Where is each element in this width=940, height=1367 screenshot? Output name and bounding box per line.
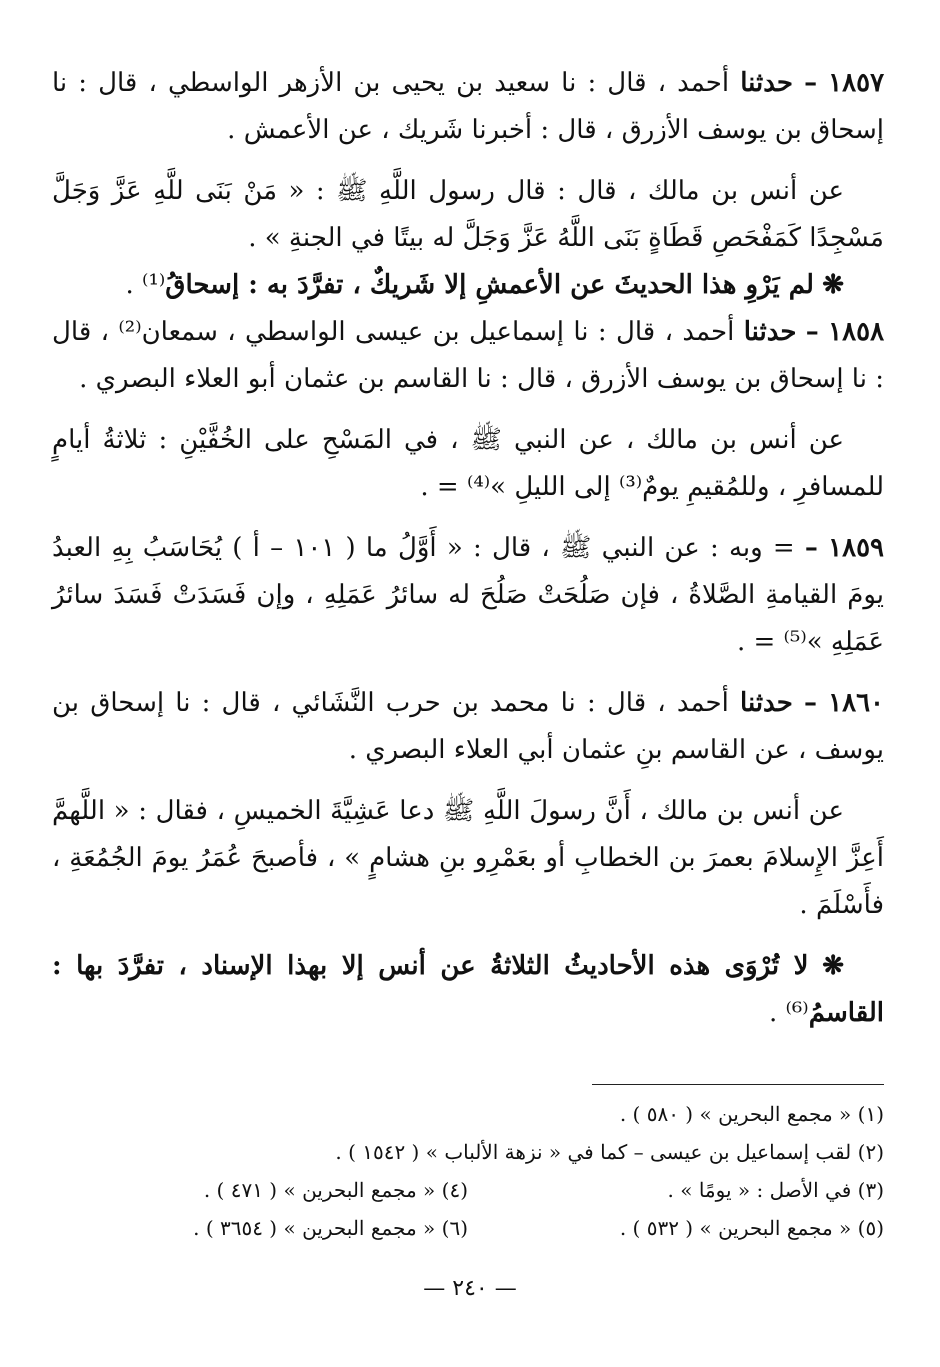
footnote-3: (٣) في الأصل : « يومًا » . xyxy=(667,1178,884,1202)
hadith-1857-isnad xyxy=(52,60,884,154)
hadith-number: ١٨٥٧ xyxy=(828,68,885,98)
star-icon: ❋ xyxy=(822,270,844,300)
footnote-4: (٤) « مجمع البحرين » ( ٤٧١ ) . xyxy=(203,1178,468,1202)
remark-text: لا تُرْوَى هذه الأحاديثُ الثلاثةُ عن أنس إلا بهذا الإسناد ، تفرَّدَ بها : القاسمُ xyxy=(52,951,884,1028)
footnotes xyxy=(52,1076,884,1247)
dash-separator: – xyxy=(804,68,818,98)
hadith-number: ١٨٥٩ xyxy=(828,533,885,563)
hadith-1858-isnad xyxy=(52,309,884,403)
hadith-text: = وبه : عن النبي ﷺ ، قال : « أَوَّلُ ما ( ١٠١ – أ ) يُحَاسَبُ بِهِ العبدُ يومَ القيامةِ الصَّلاةُ ، فإن صَلُحَتْ صَلُحَ له سائرُ عَمَلِهِ ، وإن فَسَدَتْ فَسَدَ سائرُ عَمَلِهِ »⁽⁵⁾ = . xyxy=(52,533,884,657)
isnad-text: أحمد ، قال : نا سعيد بن يحيى بن الأزهر الواسطي ، قال : نا إسحاق بن يوسف الأزرق ، قال : أخبرنا شَريك ، عن الأعمش . xyxy=(52,68,884,145)
narration-lead: حدثنا xyxy=(743,317,797,347)
dash-separator: – xyxy=(803,688,817,718)
dash-separator: – xyxy=(804,533,818,563)
narration-lead: حدثنا xyxy=(740,688,793,718)
isnad-text: أحمد ، قال : نا محمد بن حرب النَّشَائي ، قال : نا إسحاق بن يوسف ، عن القاسم بنِ عثمان أبي العلاء البصري . xyxy=(52,688,884,765)
remark-1857 xyxy=(52,262,884,309)
footnote-row xyxy=(52,1095,884,1133)
star-icon: ❋ xyxy=(822,951,845,981)
hadith-1860-isnad xyxy=(52,680,884,774)
hadith-1857-matn: عن أنس بن مالك ، قال : قال رسول اللَّهِ ﷺ : « مَنْ بَنَى للَّهِ عَزَّ وَجَلَّ مَسْجِدًا كَمَفْحَصِ قَطَاةٍ بَنَى اللَّهُ عَزَّ وَجَلَّ له بيتًا في الجنةِ » . xyxy=(52,176,884,253)
main-text xyxy=(52,60,884,1037)
hadith-1859 xyxy=(52,525,884,666)
narration-lead: حدثنا xyxy=(740,68,793,98)
hadith-number: ١٨٦٠ xyxy=(828,688,885,718)
remark-text: لم يَرْوِ هذا الحديثَ عن الأعمشِ إلا شَريكٌ ، تفرَّدَ به : إسحاقُ xyxy=(165,270,814,300)
hadith-number: ١٨٥٨ xyxy=(828,317,885,347)
footnote-row xyxy=(52,1171,884,1209)
dash-separator: – xyxy=(805,317,819,347)
footnote-row xyxy=(52,1209,884,1247)
isnad-text: أحمد ، قال : نا إسماعيل بن عيسى الواسطي ، سمعان⁽²⁾ ، قال : نا إسحاق بن يوسف الأزرق ، قال : نا القاسم بن عثمان أبو العلاء البصري . xyxy=(52,317,884,394)
footnote-6: (٦) « مجمع البحرين » ( ٣٦٥٤ ) . xyxy=(193,1216,468,1240)
footnote-2: (٢) لقب إسماعيل بن عيسى – كما في « نزهة الألباب » ( ١٥٤٢ ) . xyxy=(335,1140,884,1164)
hadith-1858-matn: عن أنس بن مالك ، عن النبي ﷺ ، في المَسْحِ على الخُفَّيْنِ : ثلاثةُ أيامٍ للمسافرِ ، وللمُقيمِ يومٌ⁽³⁾ إلى الليلِ »⁽⁴⁾ = . xyxy=(52,425,884,502)
remark-tail: ⁽⁶⁾ . xyxy=(768,998,809,1028)
page-number: — ٢٤٠ — xyxy=(423,1276,517,1301)
footnote-row xyxy=(52,1133,884,1171)
remark-tail: ⁽¹⁾ . xyxy=(125,270,166,300)
footnote-separator xyxy=(592,1084,884,1085)
footnote-5: (٥) « مجمع البحرين » ( ٥٣٢ ) . xyxy=(619,1216,884,1240)
footnote-1: (١) « مجمع البحرين » ( ٥٨٠ ) . xyxy=(619,1102,884,1126)
hadith-1860-matn: عن أنس بن مالك ، أَنَّ رسولَ اللَّهِ ﷺ دعا عَشِيَّةَ الخميسِ ، فقال : « اللَّهمَّ أَعِزَّ الإِسلامَ بعمرَ بن الخطابِ أو بعَمْرِو بنِ هشامٍ » ، فأصبحَ عُمَرُ يومَ الجُمُعَةِ ، فأَسْلَمَ . xyxy=(52,796,884,920)
remark-1860 xyxy=(52,943,884,1037)
